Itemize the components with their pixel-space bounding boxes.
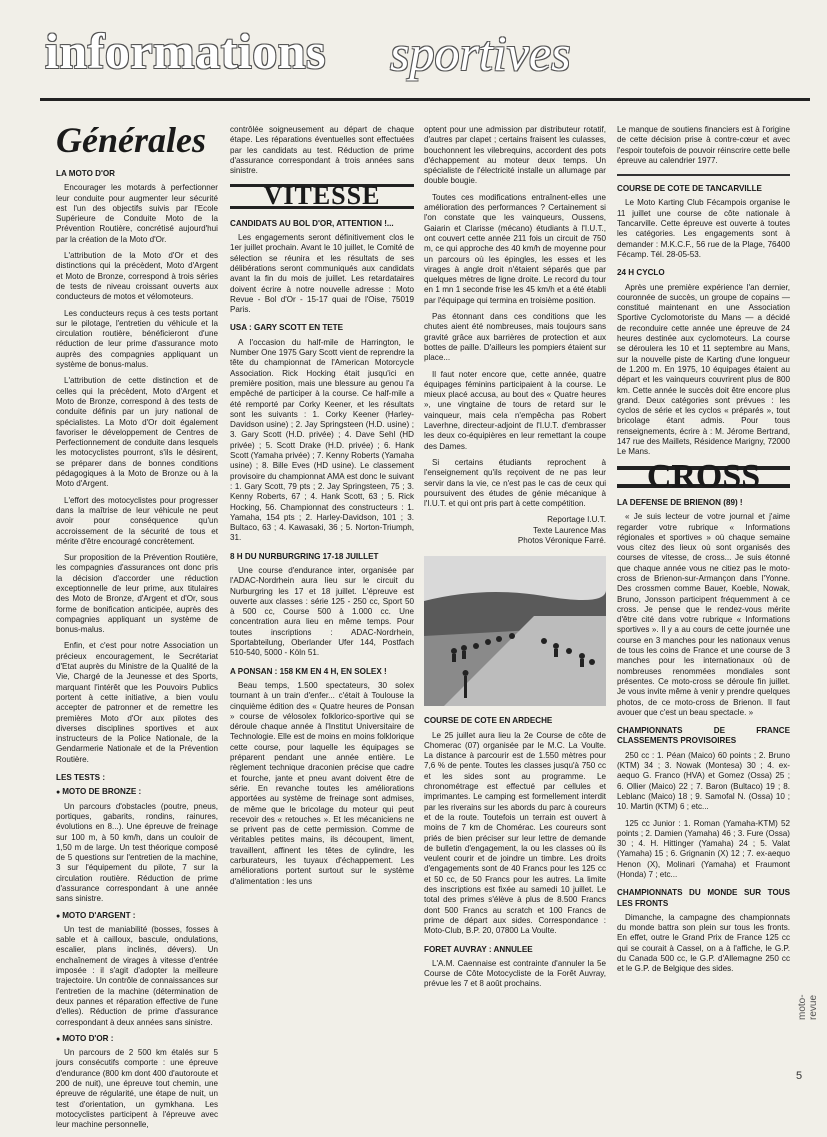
masthead-sportives: sportives xyxy=(390,25,571,81)
section-title-generales: Générales xyxy=(56,120,206,160)
race-photo xyxy=(424,556,606,706)
heading-moto-or: ● MOTO D'OR : xyxy=(56,1034,218,1045)
paragraph: Dimanche, la campagne des championnats du monde battra son plein sur tous les fronts. En effet, outre le Grand Prix de France 125 cc qui se courait à Cassel, on a à l'affiche, le G.P. du Canada 500 cc, le G.P. d'Allemagne 250 cc et le G.P. de Belgique des sides. xyxy=(617,912,790,974)
page-number: 5 xyxy=(796,1070,803,1082)
masthead xyxy=(0,0,827,100)
heading-moto-argent: ● MOTO D'ARGENT : xyxy=(56,911,218,922)
section-title-vitesse: VITESSE xyxy=(230,184,414,208)
masthead-rule xyxy=(40,98,810,101)
paragraph: Les engagements seront définitivement clos le 1er juillet prochain. Avant le 10 juillet, le Comité de sélection se réunira et les résultats de ses délibérations seront communiqués aux candidats avant la fin du mois de juillet. Les retardataires doivent écrire à notre nouvelle adresse : Moto Revue - Bol d'Or - 15-17 quai de l'Oise, 75019 Paris. xyxy=(230,233,414,315)
paragraph: Un test de maniabilité (bosses, fosses à sable et à cailloux, bascule, ondulations, escalier, plans inclinés, dévers). Un enchaînement de virages à vitesse d'entrée imposée : il s'agit d'adopter la meilleure trajectoire. Un contrôle de connaissances sur l'entretien de la machine (détermination de deux pannes et réparation effective de l'une d'elles). Réduction de prime d'assurance correspondant à deux années sans sinistre. xyxy=(56,924,218,1027)
paragraph: Le Moto Karting Club Fécampois organise le 11 juillet une course de côte nationale à Tancarville. Cette épreuve est ouverte à toutes les catégories. Les engagements sont à demander : M.K.C.F., 56 rue de la Plage, 76400 Fécamp. Tél. 28-05-53. xyxy=(617,198,790,259)
column-2 xyxy=(230,125,414,893)
paragraph: L'effort des motocyclistes pour progresser dans la maîtrise de leur véhicule ne peut avoir pour conséquence qu'un accroissement de la sécurité de tous et mérite d'être encouragé concrètement. xyxy=(56,495,218,546)
paragraph: Une course d'endurance inter, organisée par l'ADAC-Nordrhein aura lieu sur le circuit du Nurburgring les 17 et 18 juillet. L'épreuve est ouverte aux classes : série 125 - 250 cc, Sport 50 à 500 cc, Course 500 à 1.000 cc. Une concentration aura lieu en même temps. Pour toutes inscriptions : ADAC-Nordrhein, Sportabteilung, Oberlander Ufer 144, Postfach 510-540, 5000 - Köln 51. xyxy=(230,565,414,658)
paragraph: L'attribution de la Moto d'Or et des distinctions qui la précèdent, Moto d'Argent et Moto de Bronze, correspond à trois séries de tests de niveau croissant ouverts aux conducteurs de motos et vélomoteurs. xyxy=(56,251,218,302)
paragraph: 125 cc Junior : 1. Roman (Yamaha-KTM) 52 points ; 2. Damien (Yamaha) 46 ; 3. Fure (Ossa) 30 ; 4. H. Hittinger (Yamaha) 24 ; 5. Valat (Yamaha) 15 ; 6. Grignanin (X) 12 ; 7. ex-aequo Henon (X), Molinari (Yamaha) et Fraumont (Honda) 7 ; etc... xyxy=(617,818,790,879)
paragraph: Le manque de soutiens financiers est à l'origine de cette décision prise à contre-cœur et avec l'espoir toutefois de pouvoir réinscrire cette belle épreuve au calendrier 1977. xyxy=(617,125,790,165)
credit-line: Photos Véronique Farré. xyxy=(517,535,606,545)
paragraph: Si certains étudiants reprochent à l'enseignement qu'ils reçoivent de ne pas leur servir dans la vie, ce n'est pas le cas de ceux qui poursuivent des études de génie mécanique à l'I.U.T. et qui ont pris part à cette compétition. xyxy=(424,457,606,509)
heading-24h-cyclo: 24 H CYCLO xyxy=(617,268,665,278)
divider xyxy=(617,174,790,176)
heading-tests: LES TESTS : xyxy=(56,773,106,783)
heading-championnats-monde: CHAMPIONNATS DU MONDE SUR TOUS LES FRONTS xyxy=(617,888,790,908)
heading-usa: USA : GARY SCOTT EN TETE xyxy=(230,323,344,333)
credit-line: Texte Laurence Mas xyxy=(533,525,606,535)
paragraph: 250 cc : 1. Péan (Maico) 60 points ; 2. Bruno (KTM) 34 ; 3. Nowak (Montesa) 30 ; 4. ex-aequo G. Franco (HVA) et Gomez (Ossa) 25 ; 6. Ollier (Maico) 22 ; 7. Baron (Bultaco) 19 ; 8. Leblanc (Maico) 18 ; 9. Samofal N. (Ossa) 10 ; 10. Martin (KTM) 6 ; etc... xyxy=(617,750,790,812)
paragraph: Pas étonnant dans ces conditions que les chutes aient été nombreuses, mais toujours sans gravité grâce aux barrières de protection et aux bottes de paille. D'ailleurs les pompiers étaient sur place... xyxy=(424,312,606,363)
paragraph: L'attribution de cette distinction et de celles qui la précèdent, Moto d'Argent et Moto de Bronze, correspond à des tests de conduite définis par un jury national de spécialistes. La Moto d'Or doit également favoriser le développement de Centres de Perfectionnement de conduite dans lesquels les motocyclistes pourront, s'ils le désirent, se préparer dans de bonnes conditions pédagogiques à la Moto de Bronze ou à la Moto d'Argent. xyxy=(56,376,218,489)
paragraph: Toutes ces modifications entraînent-elles une amélioration des performances ? Certainement si l'on constate que les vainqueurs, Oussens, Gaiarin et Clarisse (mécano) étudiants à l'I.U.T., ont couvert cette année 211 fois un circuit de 750 m, ce qui approche des 40 km/h de moyenne pour un parcours où les épingles, les esses et les virages à angle droit n'étaient séparés que par quelques mètres de ligne droite. Le record du tour en 1 mn 1 seconde frise les 45 km/h et a été établi par l'équipage qui termina en troisième position. xyxy=(424,192,606,305)
heading-moto-bronze: ● MOTO DE BRONZE : xyxy=(56,787,218,798)
magazine-name: moto-revue xyxy=(797,994,819,1020)
column-3 xyxy=(424,125,606,996)
heading-bol-dor: CANDIDATS AU BOL D'OR, ATTENTION !... xyxy=(230,218,394,228)
heading-moto-dor: LA MOTO D'OR xyxy=(56,169,116,178)
paragraph: « Je suis lecteur de votre journal et j'aime regarder votre rubrique « Informations régionales et sportives » où chaque semaine vous citez des lieux où sont organisés des courses de vitesse, de cross... Je suis étonné que chaque année vous ne citiez pas le moto-cross de Brienon-sur-Armançon dans l'Yonne. Des crossmen comme Bauer, Koeble, Nowak, Bruno, Jonsson participent fréquemment à ce cross. Je pense que le rendez-vous mérite d'être cité dans votre rubrique « Informations sportives ». Il y a au cours de cette journée une course en 3 manches pour les nationaux venus de tous les coins de France et une course de 3 manches pour les internationaux où de nombreuses renommées mondiales sont présentes. Ce moto-cross se déroule fin juillet. Je vous invite même à venir y prendre quelques photos, de ce moto-cross de Brienon. Il faut avouer que c'est un beau spectacle. » xyxy=(617,512,790,717)
column-generales xyxy=(56,115,218,1137)
masthead-informations: informations xyxy=(45,23,326,79)
photo-credits xyxy=(424,515,606,546)
race-photo-image xyxy=(424,556,606,706)
heading-brienon: LA DEFENSE DE BRIENON (89) ! xyxy=(617,497,743,507)
section-title-cross: CROSS xyxy=(617,466,790,488)
heading-ponsan: A PONSAN : 158 KM EN 4 H, EN SOLEX ! xyxy=(230,666,387,676)
paragraph: A l'occasion du half-mile de Harrington, le Number One 1975 Gary Scott vient de reprendre la tête du championnat de l'American Motorcycle Association. Rick Hocking était jusqu'ici en première position, mais une blessure au genou l'a empêché de participer à la course. Ce half-mile a été remporté par Corky Keener, et les résultats sont les suivants : 1. Corky Keener (Harley-Davidson usine) ; 2. Jay Springsteen (H.D. usine) ; 3. Gary Scott (H.D. privée) ; 4. Dave Sehl (HD privée) ; 5. Scott Drake (H.D. privée) ; 6. Hank Scott (Yamaha privée) ; 7. Kenny Roberts (Yamaha usine) ; 8. Bille Eves (HD usine). Le classement provisoire du championnat AMA est donc le suivant : 1. Gary Scott, 79 pts ; 2. Jay Springsteen, 75 ; 3. Kenny Roberts, 67 ; 4. Hank Scott, 63 ; 5. Rick Hocking, 56. Championnat des constructeurs : 1. Yamaha, 154 pts ; 2. Harley-Davidson, 101 ; 3. Bultaco, 63 ; 4. Kawasaki, 36 ; 5. Norton-Triumph, 31. xyxy=(230,337,414,543)
heading-championnats-france: CHAMPIONNATS DE FRANCE CLASSEMENTS PROVISOIRES xyxy=(617,726,790,746)
paragraph: Un parcours d'obstacles (poutre, pneus, portiques, gabarits, rondins, rainures, évolutions en 8...). Une épreuve de freinage sur 100 m, à 50 km/h, dans un couloir de 1,50 m de large. Un test théorique composé de 5 questions sur l'entretien de la machine, 3 sur l'équipement du pilote, 7 sur la circulation routière. Réduction de prime d'assurance correspondant à une année sans sinistre. xyxy=(56,801,218,904)
paragraph: contrôlée soigneusement au départ de chaque étape. Les réparations éventuelles sont effectuées par les candidats au test. Réduction de prime d'assurance correspondant à trois années sans sinistre. xyxy=(230,125,414,176)
paragraph: Après une première expérience l'an dernier, couronnée de succès, un groupe de copains — constitué maintenant en une Association Sportive Cyclomotoriste du Mans — a décidé de reconduire cette année une épreuve de 24 heures destinée aux cyclomoteurs. La course se déroulera les 10 et 11 septembre au Mans, sur la nouvelle piste de Karting d'une longueur de 1.200 m. En 1975, 10 équipages étaient au départ et les vainqueurs couvrirent plus de 800 km. Cette année le succès doit être encore plus grand. Deux catégories sont prévues : les cyclos de série et les cyclos « préparés », tout bricolage étant admis. Pour tous renseignements, écrire à : M. Jérome Bertrand, 147 rue des Maillets, Résidence Marigny, 72000 Le Mans. xyxy=(617,282,790,457)
paragraph: Sur proposition de la Prévention Routière, les compagnies d'assurances ont donc pris la décision d'accorder une réduction exceptionnelle de leur prime, aux titulaires des Moto de Bronze, d'Argent et d'Or, sous forme de bonification anticipée, auprès des compagnies appliquant un système de bonus-malus. xyxy=(56,553,218,635)
paragraph: Il faut noter encore que, cette année, quatre équipages féminins participaient à la course. Le mieux placé accusa, au bout des « Quatre heures », une vingtaine de tours de retard sur le vainqueur, mais cela n'empêcha pas Robert Laverhne, directeur-adjoint de l'I.U.T. d'embrasser les deux co-équipières en leur remettant la coupe des Dames. xyxy=(424,369,606,451)
paragraph: Enfin, et c'est pour notre Association un précieux encouragement, le Secrétariat d'Etat auprès du Ministre de la Qualité de la Vie, Chargé de la Jeunesse et des Sports, marquant l'intérêt que les Pouvoirs Publics portent à cette initiative, a bien voulu accepter de patronner et de remettre les premières Moto d'Or aux pilotes des diverses disciplines sportives et aux instructeurs de la Police Nationale, de la Gendarmerie Nationale et de la Prévention Routière. xyxy=(56,641,218,764)
paragraph: L'A.M. Caennaise est contrainte d'annuler la 5e Course de Côte Motocycliste de la Forêt Auvray, prévue les 7 et 8 août prochains. xyxy=(424,958,606,989)
paragraph: optent pour une admission par distributeur rotatif, d'autres par clapet ; certains fraisent les culasses, bouchonnent les vilebrequins, accordent des pots d'échappement au moteur deux temps. Un spécialiste de l'électricité installe un allumage par double bougie. xyxy=(424,125,606,186)
heading-nurburgring: 8 H DU NURBURGRING 17-18 JUILLET xyxy=(230,551,379,561)
paragraph: Un parcours de 2 500 km étalés sur 5 jours consécutifs comporte : une épreuve d'endurance (800 km dont 400 d'autoroute et 200 de nuit), une épreuve tout chemin, une épreuve de régularité, une étape de nuit, un test d'orientation, un gymkhana. Les motocyclistes participent à l'épreuve avec leur machine personnelle, xyxy=(56,1048,218,1130)
paragraph: Beau temps, 1.500 spectateurs, 30 solex tournant à un train d'enfer... c'était à Toulouse la cinquième édition des « Quatre heures de Ponsan » course de vélosolex folklorico-sportive qui se déroule chaque année à l'Institut Universitaire de Technologie. Elle est de moins en moins folklorique cette course, pour laquelle les équipages se préparent pendant une année entière. Le règlement technique draconien précise que cadre et fourche, jante et pneu avant doivent être de série. En revanche toutes les améliorations apportées au système de freinage sont admises, de même que le bricolage du moteur qui peut recevoir des « retouches ». Et les mécaniciens ne se privent pas de cette permission. Comme de véritables petites mains, ils découpent, liment, travaillent, affinent les têtes de cylindre, les carburateurs, les tuyaux d'échappement. Les améliorations portent surtout sur le système d'alimentation : les uns xyxy=(230,680,414,886)
paragraph: Encourager les motards à perfectionner leur conduite pour augmenter leur sécurité est l'un des objectifs suivis par l'Ecole Supérieure de Conduite Moto de la Prévention Routière, concrétisé aujourd'hui par la création de la Moto d'Or. xyxy=(56,183,218,244)
credit-line: Reportage I.U.T. xyxy=(547,515,606,525)
paragraph: Le 25 juillet aura lieu la 2e Course de côte de Chomerac (07) organisée par le M.C. La Voulte. La distance à parcourir est de 1.550 mètres pour 7,6 % de pente. Toutes les classes jusqu'à 750 cc et les sides sont au programme. Le chronométrage est effectué par cellules et imprimantes. Le camping est formellement interdit par les riverains sur les abords du parc à coureurs et de la route. Toutefois un terrain est ouvert à moins de 7 km de Chomérac. Les coureurs sont priés de bien préciser sur leur lettre de demande de bulletin d'engagement, la ou les classes où ils veulent courir et de joindre un timbre. Les droits d'engagements sont de 40 Francs pour les 125 cc et 50 cc, de 50 Francs pour les autres. La limite des inscriptions est fixée au samedi 10 juillet. Le total des primes s'élève à plus de 8.500 Francs dont 500 Francs au scratch et 100 Francs de prime de départ aux sides. Correspondance : Moto-Club, B.P. 20, 07800 La Voulte. xyxy=(424,730,606,936)
paragraph: Les conducteurs reçus à ces tests portant sur le pilotage, l'entretien du véhicule et la circulation routière, bénéficieront d'une réduction de leur prime d'assurance moto auprès des compagnies appliquant un système de bonus-malus. xyxy=(56,308,218,370)
column-4 xyxy=(617,125,790,981)
heading-foret-auvray: FORET AUVRAY : ANNULEE xyxy=(424,944,533,954)
heading-ardeche: COURSE DE COTE EN ARDECHE xyxy=(424,716,553,726)
heading-tancarville: COURSE DE COTE DE TANCARVILLE xyxy=(617,184,762,194)
